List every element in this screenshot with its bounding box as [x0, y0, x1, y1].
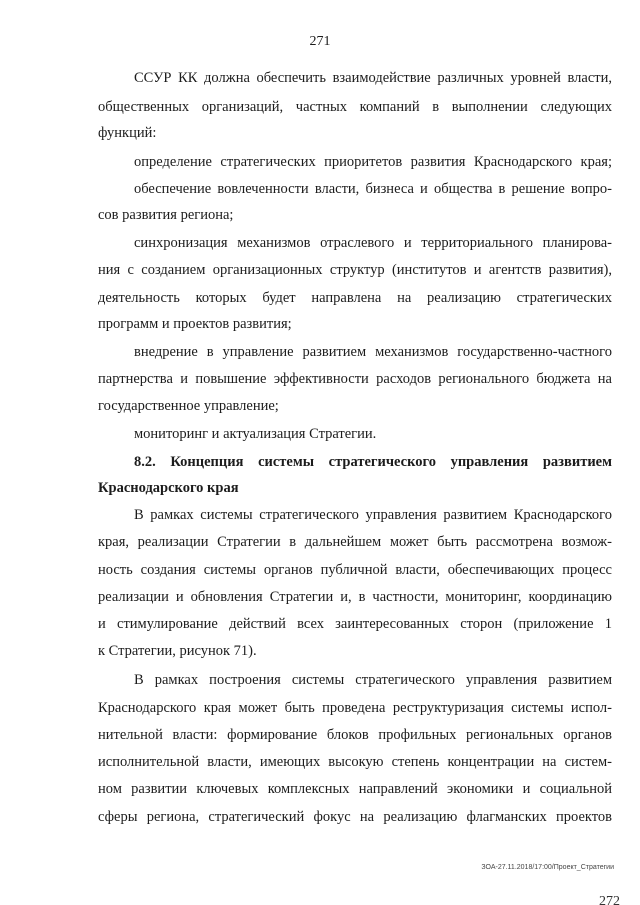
section-heading: 8.2. Концепция системы стратегического управления развитием: [134, 454, 612, 470]
list-item-line: партнерства и повышение эффективности расходов регионального бюджета на: [98, 371, 612, 387]
list-item-line: мониторинг и актуализация Стратегии.: [134, 426, 377, 442]
list-item-line: обеспечение вовлеченности власти, бизнеса и общества в решение вопро-: [134, 181, 612, 197]
paragraph-line: исполнительной власти, имеющих высокую степень концентрации на систем-: [98, 754, 612, 770]
paragraph-line: ность создания системы органов публичной власти, обеспечивающих процесс: [98, 562, 612, 578]
paragraph-line: функций:: [98, 125, 157, 141]
paragraph-line: В рамках построения системы стратегического управления развитием: [134, 672, 612, 688]
list-item-line: государственное управление;: [98, 398, 279, 414]
list-item-line: программ и проектов развития;: [98, 316, 292, 332]
paragraph-line: края, реализации Стратегии в дальнейшем может быть рассмотрена возмож-: [98, 534, 612, 550]
paragraph-line: общественных организаций, частных компаний в выполнении следующих: [98, 99, 612, 115]
list-item-line: сов развития региона;: [98, 207, 234, 223]
paragraph-line: ССУР КК должна обеспечить взаимодействие различных уровней власти,: [134, 70, 612, 86]
list-item-line: внедрение в управление развитием механизмов государственно-частного: [134, 344, 612, 360]
paragraph-line: ном развитии ключевых комплексных направлений экономики и социальной: [98, 781, 612, 797]
section-heading: Краснодарского края: [98, 480, 239, 496]
list-item-line: синхронизация механизмов отраслевого и территориального планирова-: [134, 235, 612, 251]
page-number: 271: [309, 34, 331, 49]
paragraph-line: реализации и обновления Стратегии и, в частности, мониторинг, координацию: [98, 589, 612, 605]
next-page-number: 272: [599, 894, 620, 905]
paragraph-line: к Стратегии, рисунок 71).: [98, 643, 257, 659]
paragraph-line: В рамках системы стратегического управления развитием Краснодарского: [134, 507, 612, 523]
paragraph-line: нительной власти: формирование блоков профильных региональных органов: [98, 727, 612, 743]
document-footer: ЗОА-27.11.2018/17:00/Проект_Стратегии: [481, 864, 614, 871]
list-item-line: деятельность которых будет направлена на реализацию стратегических: [98, 290, 612, 306]
paragraph-line: Краснодарского края может быть проведена реструктуризация системы испол-: [98, 700, 612, 716]
list-item-line: определение стратегических приоритетов развития Краснодарского края;: [134, 154, 612, 170]
paragraph-line: сферы региона, стратегический фокус на реализацию флагманских проектов: [98, 809, 612, 825]
list-item-line: ния с созданием организационных структур (институтов и агентств развития),: [98, 262, 612, 278]
paragraph-line: и стимулирование действий всех заинтересованных сторон (приложение 1: [98, 616, 612, 632]
